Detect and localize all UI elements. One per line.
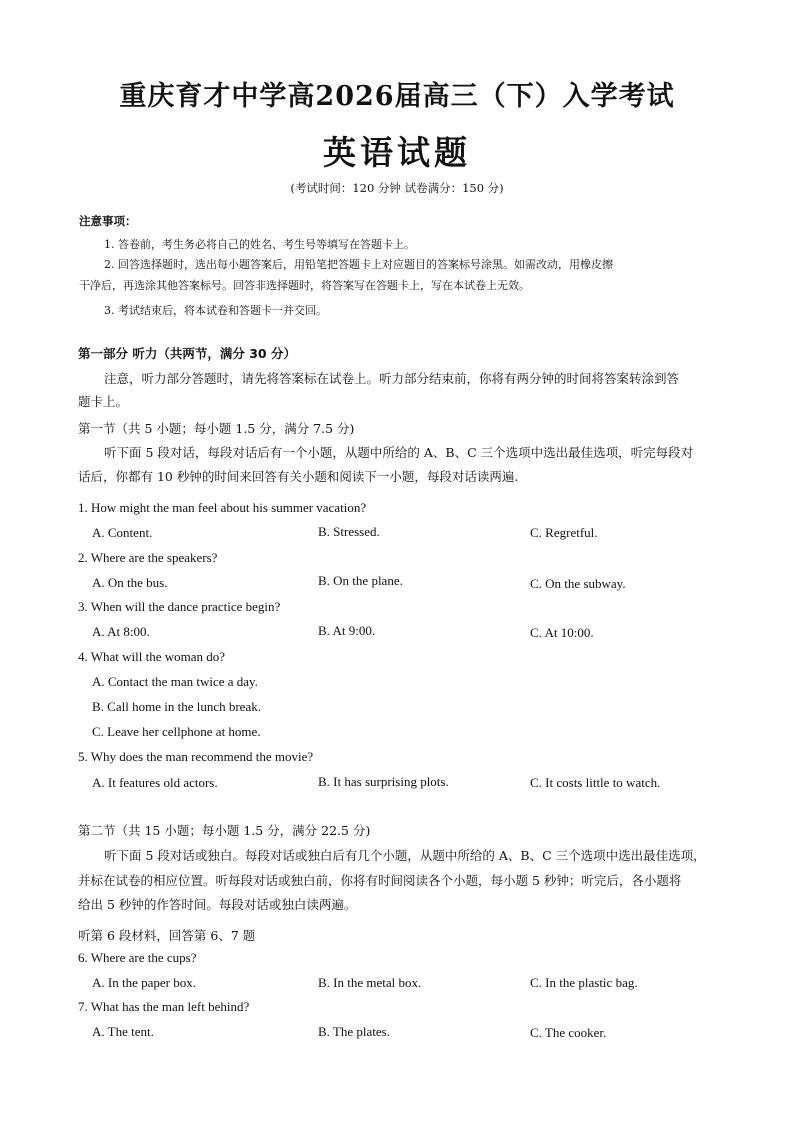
q2-option-b: B. On the plane. xyxy=(318,573,403,588)
section2-instructions-cont1: 并标在试卷的相应位置。听每段对话或独白前，你将有时间阅读各个小题，每小题 5 秒钟；听完后，各小题将 xyxy=(78,873,682,888)
q2-option-c: C. On the subway. xyxy=(530,576,626,591)
note-2-cont: 干净后，再选涂其他答案标号。回答非选择题时，将答案写在答题卡上，写在本试卷上无效。 xyxy=(79,279,530,292)
section2-heading: 第二节（共 15 小题；每小题 1.5 分，满分 22.5 分) xyxy=(78,823,371,838)
q6-option-b: B. In the metal box. xyxy=(318,975,422,990)
question-2: 2. Where are the speakers? xyxy=(78,550,218,565)
note-1: 1. 答卷前，考生务必将自己的姓名、考生号等填写在答题卡上。 xyxy=(104,238,415,251)
q4-option-a: A. Contact the man twice a day. xyxy=(92,674,258,689)
note-3: 3. 考试结束后，将本试卷和答题卡一并交回。 xyxy=(104,304,327,317)
question-4: 4. What will the woman do? xyxy=(78,649,226,664)
note-2: 2. 回答选择题时，选出每小题答案后，用铅笔把答题卡上对应题目的答案标号涂黑。如需改动，用橡皮擦 xyxy=(104,258,613,271)
q1-option-c: C. Regretful. xyxy=(530,525,598,540)
q7-option-a: A. The tent. xyxy=(92,1024,154,1039)
question-7: 7. What has the man left behind? xyxy=(78,999,250,1014)
q5-option-b: B. It has surprising plots. xyxy=(318,774,449,789)
q2-option-a: A. On the bus. xyxy=(92,575,168,590)
q3-option-c: C. At 10:00. xyxy=(530,625,594,640)
q6-option-a: A. In the paper box. xyxy=(92,975,196,990)
q3-option-a: A. At 8:00. xyxy=(92,624,150,639)
question-6: 6. Where are the cups? xyxy=(78,950,197,965)
q7-option-c: C. The cooker. xyxy=(530,1025,607,1040)
section2-instructions: 听下面 5 段对话或独白。每段对话或独白后有几个小题，从题中所给的 A、B、C 三个选项中选出最佳选项， xyxy=(104,848,706,863)
question-5: 5. Why does the man recommend the movie? xyxy=(78,749,314,764)
section1-heading: 第一节（共 5 小题；每小题 1.5 分，满分 7.5 分) xyxy=(78,421,355,436)
part1-intro-cont: 题卡上。 xyxy=(78,394,129,409)
q5-option-a: A. It features old actors. xyxy=(92,775,218,790)
q5-option-c: C. It costs little to watch. xyxy=(530,775,661,790)
notes-heading: 注意事项： xyxy=(79,214,137,228)
q4-option-b: B. Call home in the lunch break. xyxy=(92,699,261,714)
subject-title: 英语试题 xyxy=(323,133,471,172)
exam-title: 重庆育才中学高2026届高三（下）入学考试 xyxy=(119,81,675,112)
section1-instructions-cont: 话后，你都有 10 秒钟的时间来回答有关小题和阅读下一小题，每段对话读两遍. xyxy=(78,469,519,484)
question-3: 3. When will the dance practice begin? xyxy=(78,599,281,614)
q4-option-c: C. Leave her cellphone at home. xyxy=(92,724,261,739)
material-6-label: 听第 6 段材料，回答第 6、7 题 xyxy=(78,928,256,943)
section2-instructions-cont2: 给出 5 秒钟的作答时间。每段对话或独白读两遍。 xyxy=(78,897,357,912)
part1-heading: 第一部分 听力（共两节，满分 30 分） xyxy=(78,346,296,361)
q1-option-b: B. Stressed. xyxy=(318,524,380,539)
section1-instructions: 听下面 5 段对话，每段对话后有一个小题，从题中所给的 A、B、C 三个选项中选出最佳选项，听完每段对 xyxy=(104,445,694,460)
q7-option-b: B. The plates. xyxy=(318,1024,390,1039)
q3-option-b: B. At 9:00. xyxy=(318,623,376,638)
part1-intro: 注意，听力部分答题时，请先将答案标在试卷上。听力部分结束前，你将有两分钟的时间将答案转涂到答 xyxy=(104,371,680,386)
q6-option-c: C. In the plastic bag. xyxy=(530,975,638,990)
question-1: 1. How might the man feel about his summer vacation? xyxy=(78,500,367,515)
exam-info: (考试时间：120 分钟 试卷满分：150 分) xyxy=(290,181,504,195)
q1-option-a: A. Content. xyxy=(92,525,153,540)
